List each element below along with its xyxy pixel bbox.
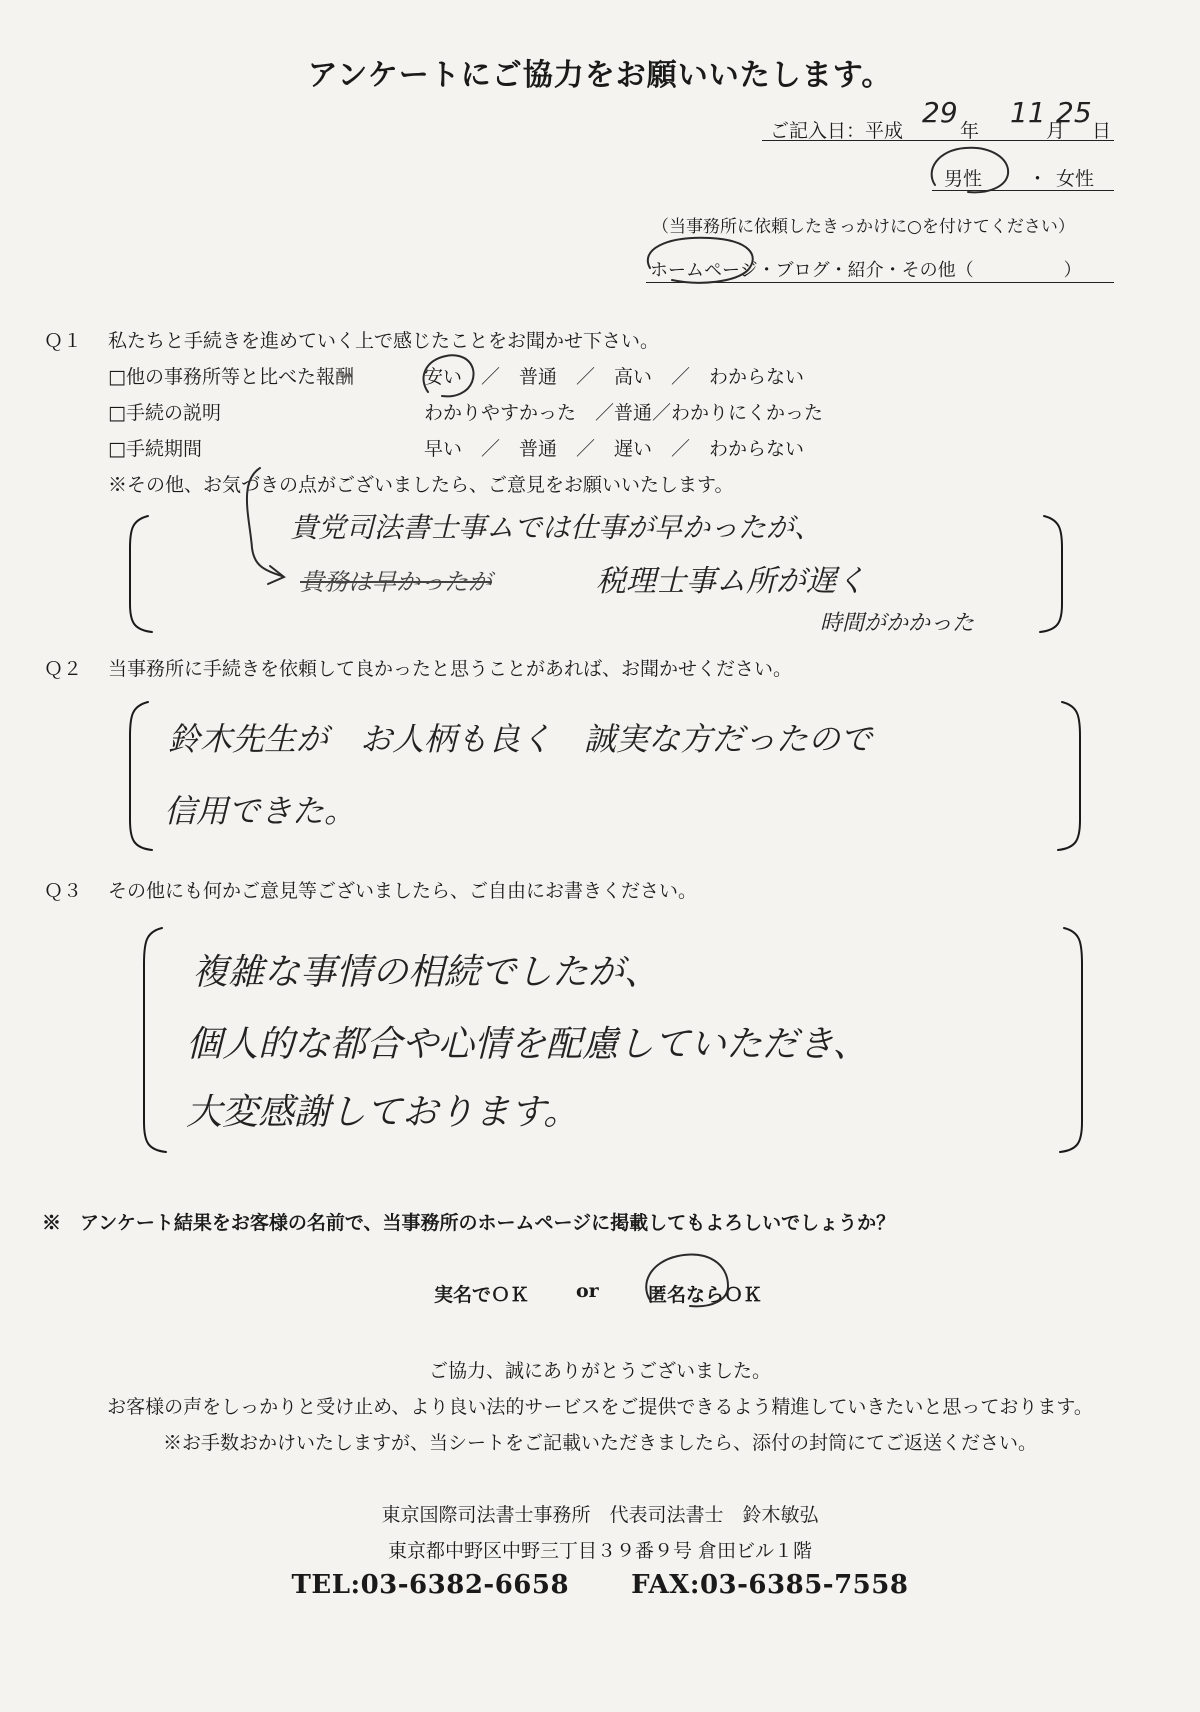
q1-bracket-left	[130, 516, 152, 632]
gender-female: 女性	[1056, 168, 1095, 190]
date-month-unit: 月	[1046, 120, 1066, 142]
consent-anonymous-option: 匿名ならＯＫ	[648, 1284, 763, 1306]
date-year-unit: 年	[960, 120, 980, 142]
consent-or: or	[576, 1280, 599, 1302]
circle-anonymous-mark	[646, 1255, 728, 1307]
office-address: 東京都中野区中野三丁目３９番９号 倉田ビル１階	[387, 1540, 813, 1562]
gender-male: 男性	[944, 168, 983, 190]
circle-male-mark	[932, 148, 1008, 193]
q3-answer-line3: 大変感謝しております。	[186, 1092, 580, 1133]
trigger-instruction: （当事務所に依頼したきっかけに○を付けてください）	[652, 217, 1075, 237]
date-day-unit: 日	[1092, 120, 1112, 142]
date-year-handwritten: 29	[922, 96, 958, 129]
q3-question: その他にも何かご意見等ございましたら、ご自由にお書きください。	[108, 880, 698, 902]
circle-cheap-mark	[424, 355, 474, 396]
q3-label: Ｑ３	[44, 880, 83, 902]
q3-answer-line1: 複雑な事情の相続でしたが、	[192, 952, 661, 993]
closing-message: お客様の声をしっかりと受け止め、より良い法的サービスをご提供できるよう精進していきたいと思っております。	[107, 1396, 1093, 1418]
q3-bracket-right	[1060, 928, 1082, 1152]
q1-item-explanation-options: わかりやすかった ／普通／わかりにくかった	[424, 402, 824, 424]
circle-homepage-mark	[648, 238, 753, 283]
date-day-handwritten: 25	[1056, 96, 1092, 129]
q1-item-period-label: □手続期間	[108, 438, 202, 460]
q1-bracket-right	[1040, 516, 1062, 632]
q3-answer-line2: 個人的な都合や心情を配慮していただき、	[186, 1024, 869, 1065]
date-label: ご記入日：平成	[770, 120, 904, 142]
office-fax: FAX:03-6385-7558	[631, 1570, 909, 1600]
q2-bracket-left	[130, 702, 152, 850]
consent-real-name-option: 実名でＯＫ	[434, 1284, 530, 1306]
q1-answer-line3: 時間がかかった	[820, 611, 975, 636]
date-month-handwritten: 11	[1010, 96, 1046, 129]
q1-note: ※その他、お気づきの点がございましたら、ご意見をお願いいたします。	[108, 474, 734, 496]
q1-answer-struck: 貴務は早かったが	[300, 568, 492, 596]
closing-thanks: ご協力、誠にありがとうございました。	[428, 1360, 771, 1382]
closing-return-note: ※お手数おかけいたしますが、当シートをご記載いただきましたら、添付の封筒にてご返送ください。	[162, 1432, 1037, 1454]
office-tel: TEL:03-6382-6658	[291, 1570, 570, 1600]
q2-label: Ｑ２	[44, 658, 83, 680]
q1-question: 私たちと手続きを進めていく上で感じたことをお聞かせ下さい。	[108, 330, 660, 352]
arrow-mark	[247, 468, 282, 576]
q2-bracket-right	[1058, 702, 1080, 850]
trigger-options: ホームページ・ブログ・紹介・その他（ ）	[650, 260, 1082, 281]
q1-item-fee-options: 安い ／ 普通 ／ 高い ／ わからない	[424, 366, 805, 388]
q1-label: Ｑ１	[44, 330, 83, 352]
q2-answer-line1: 鈴木先生が お人柄も良く 誠実な方だったので	[168, 720, 873, 758]
q2-answer-line2: 信用できた。	[164, 792, 357, 830]
page-title: アンケートにご協力をお願いいたします。	[307, 58, 893, 93]
q1-item-period-options: 早い ／ 普通 ／ 遅い ／ わからない	[424, 438, 805, 460]
q2-question: 当事務所に手続きを依頼して良かったと思うことがあれば、お聞かせください。	[108, 658, 793, 680]
consent-question: ※ アンケート結果をお客様の名前で、当事務所のホームページに掲載してもよろしいでしょうか？	[42, 1212, 896, 1234]
gender-separator: ・	[1028, 168, 1048, 190]
q1-answer-line2: 税理士事ム所が遅く	[596, 564, 866, 599]
q1-item-explanation-label: □手続の説明	[108, 402, 221, 424]
q3-bracket-left	[144, 928, 166, 1152]
q1-answer-line1: 貴党司法書士事ムでは仕事が早かったが、	[290, 511, 823, 544]
q1-item-fee-label: □他の事務所等と比べた報酬	[108, 366, 354, 388]
office-name-line: 東京国際司法書士事務所 代表司法書士 鈴木敏弘	[381, 1504, 819, 1526]
